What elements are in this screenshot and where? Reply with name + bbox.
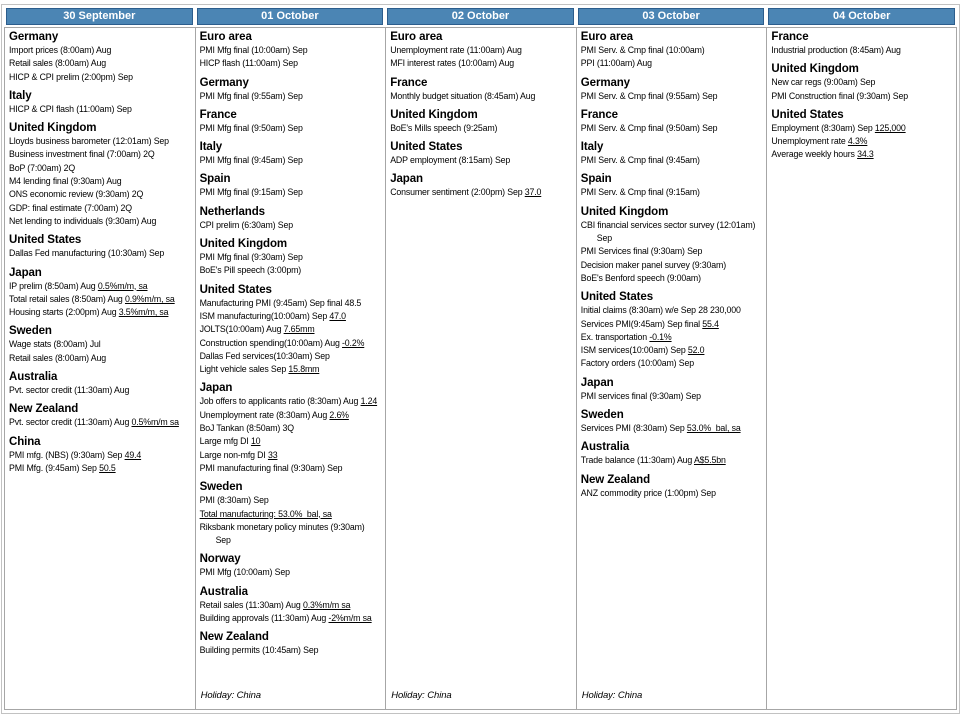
event-item: PMI services final (9:30am) Sep xyxy=(580,390,701,401)
country-heading: United Kingdom xyxy=(580,205,669,218)
event-item xyxy=(9,306,193,319)
event-item: PMI Mfg final (9:30am) Sep xyxy=(199,252,303,263)
event-item xyxy=(200,599,384,612)
country-section xyxy=(390,103,574,135)
event-item: CPI prelim (6:30am) Sep xyxy=(199,219,293,230)
country-heading: Australia xyxy=(580,441,630,454)
country-heading: United States xyxy=(199,283,272,296)
country-section xyxy=(581,135,765,167)
country-heading: Norway xyxy=(199,553,241,566)
country-heading: Germany xyxy=(9,31,59,43)
country-heading: United Kingdom xyxy=(9,122,97,135)
country-section xyxy=(771,103,954,162)
country-heading: Sweden xyxy=(580,409,624,422)
country-section xyxy=(200,167,384,199)
event-text: Total retail sales (8:50am) Aug xyxy=(9,293,125,304)
country-section xyxy=(581,468,765,500)
event-item: Monthly budget situation (8:45am) Aug xyxy=(390,90,536,101)
country-heading: Australia xyxy=(9,371,58,384)
country-heading: Italy xyxy=(9,89,32,102)
event-item xyxy=(581,318,765,331)
event-item: New car regs (9:00am) Sep xyxy=(771,77,876,88)
event-item xyxy=(200,363,384,376)
event-text: CBI financial services sector survey (12:01am) xyxy=(580,219,756,230)
event-item: Unemployment rate (11:00am) Aug xyxy=(390,45,522,55)
event-item: PMI Serv. & Cmp final (9:50am) Sep xyxy=(580,122,718,133)
event-value: -0.2% xyxy=(342,337,365,348)
event-text: Retail sales (11:30am) Aug xyxy=(199,599,303,610)
country-heading: Japan xyxy=(580,376,614,389)
event-item xyxy=(771,135,954,148)
event-text: Employment (8:30am) Sep xyxy=(771,122,875,133)
country-heading: France xyxy=(771,31,809,43)
event-text: Services PMI (8:30am) Sep xyxy=(580,423,687,434)
event-text: Consumer sentiment (2:00pm) Sep xyxy=(390,187,525,198)
country-section xyxy=(200,29,384,71)
event-value: 7.65mm xyxy=(283,324,315,335)
event-value: 52.0 xyxy=(687,345,705,356)
event-text: Pvt. sector credit (11:30am) Aug xyxy=(9,417,132,428)
event-item xyxy=(200,395,384,408)
country-section xyxy=(581,285,765,370)
event-item: PMI Serv. & Cmp final (9:15am) xyxy=(580,187,700,198)
event-text: Light vehicle sales Sep xyxy=(199,364,289,375)
date-header: 03 October xyxy=(578,8,765,25)
country-heading: France xyxy=(580,108,618,121)
event-item: PMI manufacturing final (9:30am) Sep xyxy=(199,462,343,473)
country-heading: Spain xyxy=(199,173,231,186)
holiday-note: Holiday: China xyxy=(391,690,452,701)
country-section xyxy=(9,430,193,476)
country-section xyxy=(200,200,384,232)
country-section xyxy=(390,71,574,103)
country-section xyxy=(581,167,765,199)
event-value: 50.5 xyxy=(99,462,116,473)
country-heading: Japan xyxy=(390,173,423,186)
event-item: Pvt. sector credit (11:30am) Aug xyxy=(9,385,130,396)
event-value: 2.6% xyxy=(329,409,349,420)
country-section xyxy=(200,376,384,475)
event-value: 33 xyxy=(267,449,278,460)
event-item: Retail sales (8:00am) Aug xyxy=(9,58,106,69)
event-text: PMI Mfg. (9:45am) Sep xyxy=(9,462,100,473)
country-heading: Japan xyxy=(9,266,42,279)
country-heading: France xyxy=(199,108,237,121)
day-column-01-october xyxy=(195,8,386,710)
country-section xyxy=(200,103,384,135)
date-header: 01 October xyxy=(197,8,384,25)
event-text: Services PMI(9:45am) Sep final xyxy=(580,318,703,329)
event-item: BoP (7:00am) 2Q xyxy=(9,162,76,173)
event-text: ISM services(10:00am) Sep xyxy=(580,345,688,356)
country-section xyxy=(9,319,193,365)
day-cell xyxy=(4,27,196,710)
event-item: MFI interest rates (10:00am) Aug xyxy=(390,58,514,69)
event-text: Trade balance (11:30am) Aug xyxy=(580,455,694,466)
event-value: 125,000 xyxy=(874,122,906,133)
event-item: Building permits (10:45am) Sep xyxy=(199,645,319,656)
event-item xyxy=(581,422,765,435)
event-item xyxy=(200,409,384,422)
country-section xyxy=(581,103,765,135)
country-heading: France xyxy=(390,76,428,89)
event-value: 34.3 xyxy=(857,149,874,160)
event-item xyxy=(9,416,193,429)
event-item: BoE's Benford speech (9:00am) xyxy=(580,272,701,283)
event-item: HICP flash (11:00am) Sep xyxy=(199,58,298,69)
event-continuation-line: Sep xyxy=(596,233,612,244)
event-item: PMI Services final (9:30am) Sep xyxy=(580,246,703,257)
day-cell xyxy=(195,27,387,710)
event-item: PMI Serv. & Cmp final (9:45am) xyxy=(580,155,700,166)
event-item: BoE's Pill speech (3:00pm) xyxy=(199,265,302,276)
event-item xyxy=(9,293,193,306)
event-item: Initial claims (8:30am) w/e Sep 28 230,000 xyxy=(580,305,741,316)
country-section xyxy=(390,29,574,71)
event-item: M4 lending final (9:30am) Aug xyxy=(9,176,122,187)
country-heading: Netherlands xyxy=(199,205,265,218)
event-item: Wage stats (8:00am) Jul xyxy=(9,339,101,350)
country-heading: Italy xyxy=(199,141,223,154)
country-section xyxy=(200,278,384,377)
event-item xyxy=(200,612,384,625)
event-item xyxy=(200,449,384,462)
country-section xyxy=(9,228,193,260)
event-value: 10 xyxy=(250,436,261,447)
country-section xyxy=(581,435,765,467)
event-value: -0.1% xyxy=(649,331,672,342)
event-value: 15.8mm xyxy=(288,364,320,375)
event-item: Industrial production (8:45am) Aug xyxy=(771,45,901,55)
date-header: 02 October xyxy=(387,8,574,25)
country-section xyxy=(581,29,765,71)
holiday-note: Holiday: China xyxy=(200,690,261,701)
event-item xyxy=(581,344,765,357)
country-heading: Sweden xyxy=(199,481,243,494)
country-heading: China xyxy=(9,435,41,448)
event-value: 47.0 xyxy=(329,310,346,321)
country-section xyxy=(200,547,384,579)
event-text: JOLTS(10:00am) Aug xyxy=(199,324,284,335)
country-heading: United States xyxy=(580,291,653,304)
event-item: Dallas Fed services(10:30am) Sep xyxy=(199,350,330,361)
event-item: HICP & CPI prelim (2:00pm) Sep xyxy=(9,71,133,82)
day-column-02-october xyxy=(385,8,576,710)
event-item xyxy=(581,219,765,232)
country-heading: United States xyxy=(390,141,463,154)
country-heading: Euro area xyxy=(390,31,443,43)
event-text: IP prelim (8:50am) Aug xyxy=(9,280,98,291)
event-value: 0.3%m/m sa xyxy=(302,599,351,610)
event-item: Net lending to individuals (9:30am) Aug xyxy=(9,215,157,226)
event-item xyxy=(200,508,384,521)
day-column-03-october xyxy=(576,8,767,710)
event-item: PMI Mfg (10:00am) Sep xyxy=(199,567,290,578)
country-section xyxy=(581,403,765,435)
country-heading: United Kingdom xyxy=(199,238,287,251)
date-header: 30 September xyxy=(6,8,193,25)
event-item: ONS economic review (9:30am) 2Q xyxy=(9,189,144,200)
event-text: Housing starts (2:00pm) Aug xyxy=(9,307,119,318)
event-item xyxy=(9,449,193,462)
event-item: Manufacturing PMI (9:45am) Sep final 48.5 xyxy=(199,297,362,308)
country-heading: Euro area xyxy=(580,31,633,43)
country-heading: New Zealand xyxy=(9,403,79,416)
country-section xyxy=(390,135,574,167)
event-value: -2%m/m sa xyxy=(328,613,372,624)
country-heading: Australia xyxy=(199,585,248,598)
country-heading: Euro area xyxy=(199,31,252,43)
event-item xyxy=(9,280,193,293)
day-cell xyxy=(385,27,577,710)
event-item xyxy=(200,435,384,448)
country-heading: United States xyxy=(771,108,844,121)
country-section xyxy=(9,84,193,116)
event-value: Total manufacturing: 53.0% bal, sa xyxy=(199,508,332,519)
holiday-note: Holiday: China xyxy=(581,690,643,701)
country-section xyxy=(581,200,765,285)
day-column-30-september xyxy=(4,8,195,710)
country-section xyxy=(390,167,574,199)
event-value: 1.24 xyxy=(360,396,378,407)
event-value: A$5.5bn xyxy=(693,455,726,466)
event-value: 0.5%m/m sa xyxy=(131,417,179,428)
event-item: PMI Mfg final (9:55am) Sep xyxy=(199,90,303,101)
event-item: PMI Construction final (9:30am) Sep xyxy=(771,90,908,101)
event-item: PMI Serv. & Cmp final (9:55am) Sep xyxy=(580,90,718,101)
event-text: Large non-mfg DI xyxy=(199,449,268,460)
event-item: Retail sales (8:00am) Aug xyxy=(9,352,106,363)
event-value: 0.9%m/m, sa xyxy=(124,293,175,304)
event-text: Unemployment rate xyxy=(771,136,848,147)
country-section xyxy=(9,116,193,228)
event-text: Large mfg DI xyxy=(199,436,251,447)
event-item: Decision maker panel survey (9:30am) xyxy=(580,259,726,270)
event-continuation-line: Sep xyxy=(215,535,231,546)
event-text: Construction spending(10:00am) Aug xyxy=(199,337,343,348)
country-heading: Spain xyxy=(580,173,612,186)
event-text: PMI mfg. (NBS) (9:30am) Sep xyxy=(9,449,125,460)
country-section xyxy=(9,397,193,429)
country-heading: New Zealand xyxy=(199,631,269,644)
event-item: Factory orders (10:00am) Sep xyxy=(580,358,694,369)
date-header: 04 October xyxy=(768,8,955,25)
event-item: ANZ commodity price (1:00pm) Sep xyxy=(580,487,716,498)
event-item xyxy=(200,323,384,336)
country-heading: Germany xyxy=(580,76,630,89)
calendar-grid xyxy=(4,8,957,710)
event-item: HICP & CPI flash (11:00am) Sep xyxy=(9,103,132,114)
event-item xyxy=(771,122,954,135)
event-item: Dallas Fed manufacturing (10:30am) Sep xyxy=(9,248,165,259)
country-section xyxy=(9,29,193,84)
event-item xyxy=(200,337,384,350)
event-item: BoJ Tankan (8:50am) 3Q xyxy=(199,423,294,434)
event-text: Building approvals (11:30am) Aug xyxy=(199,613,329,624)
event-value: 37.0 xyxy=(524,187,542,198)
country-section xyxy=(200,475,384,547)
day-cell xyxy=(576,27,768,710)
event-item: PPI (11:00am) Aug xyxy=(580,58,652,69)
country-heading: Italy xyxy=(580,141,604,154)
country-section xyxy=(200,580,384,626)
day-cell xyxy=(766,27,957,710)
event-value: 0.5%m/m, sa xyxy=(97,280,148,291)
event-value: 3.5%m/m, sa xyxy=(118,307,169,318)
country-heading: United Kingdom xyxy=(771,63,859,76)
event-item: BoE's Mills speech (9:25am) xyxy=(390,122,498,133)
country-heading: Germany xyxy=(199,76,249,89)
country-heading: United Kingdom xyxy=(390,108,478,121)
event-value: 4.3% xyxy=(847,136,868,147)
event-item: PMI Mfg final (9:50am) Sep xyxy=(199,122,303,133)
event-item: PMI Mfg final (9:45am) Sep xyxy=(199,155,303,166)
day-column-04-october xyxy=(766,8,957,710)
event-item: PMI Mfg final (9:15am) Sep xyxy=(199,187,303,198)
event-value: 53.0% bal, sa xyxy=(686,423,741,434)
event-text: Riksbank monetary policy minutes (9:30am) xyxy=(199,521,365,532)
event-item: GDP: final estimate (7:00am) 2Q xyxy=(9,202,132,213)
country-section xyxy=(200,71,384,103)
event-item xyxy=(581,454,765,467)
event-text: Unemployment rate (8:30am) Aug xyxy=(199,409,330,420)
event-item xyxy=(200,310,384,323)
event-item xyxy=(200,521,384,534)
event-item: Business investment final (7:00am) 2Q xyxy=(9,149,155,160)
event-item xyxy=(390,186,574,199)
country-heading: United States xyxy=(9,234,82,247)
event-text: Job offers to applicants ratio (8:30am) Aug xyxy=(199,396,361,407)
event-item: Lloyds business barometer (12:01am) Sep xyxy=(9,136,169,147)
country-section xyxy=(200,232,384,278)
country-section xyxy=(200,625,384,657)
country-section xyxy=(9,365,193,397)
country-heading: Sweden xyxy=(9,325,52,338)
event-item: PMI Mfg final (10:00am) Sep xyxy=(199,45,308,55)
event-item: PMI Serv. & Cmp final (10:00am) xyxy=(580,45,705,55)
country-section xyxy=(581,71,765,103)
country-heading: New Zealand xyxy=(580,473,650,486)
event-value: 55.4 xyxy=(702,318,719,329)
country-section xyxy=(771,57,954,103)
event-text: Average weekly hours xyxy=(771,149,858,160)
event-item xyxy=(581,331,765,344)
event-value: 49.4 xyxy=(124,449,142,460)
country-section xyxy=(581,371,765,403)
event-item: Import prices (8:00am) Aug xyxy=(9,45,112,55)
event-item xyxy=(9,462,193,475)
country-section xyxy=(200,135,384,167)
economic-calendar-table xyxy=(1,4,960,714)
event-item xyxy=(771,148,954,161)
country-section xyxy=(771,29,954,57)
event-text: Ex. transportation xyxy=(580,331,650,342)
event-item: PMI (8:30am) Sep xyxy=(199,495,269,506)
event-item: ADP employment (8:15am) Sep xyxy=(390,155,511,166)
event-text: ISM manufacturing(10:00am) Sep xyxy=(199,310,330,321)
country-heading: Japan xyxy=(199,382,233,395)
country-section xyxy=(9,261,193,320)
